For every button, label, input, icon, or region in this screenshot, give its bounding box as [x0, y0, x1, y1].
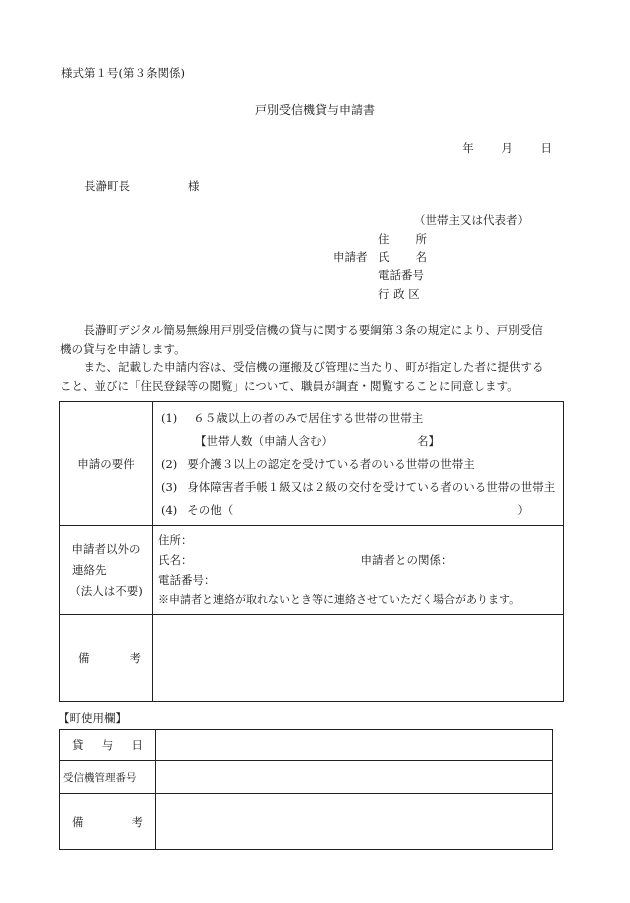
remarks-label: 備 考: [60, 615, 153, 702]
addressee-name: 長瀞町長: [84, 179, 130, 193]
contact-phone[interactable]: 電話番号：: [158, 573, 216, 587]
date-month: 月: [501, 141, 513, 155]
contact-label: 申請者以外の 連絡先 （法人は不要): [60, 526, 153, 615]
applicant-name-label: 氏 名: [378, 250, 427, 264]
loan-date-cell[interactable]: [156, 730, 553, 761]
contact-address[interactable]: 住所：: [158, 533, 193, 547]
receiver-number-label: 受信機管理番号: [60, 761, 156, 794]
applicant-address-label: 住 所: [378, 232, 427, 246]
loan-date-label: 貸 与 日: [60, 730, 156, 761]
town-remarks-label: 備 考: [60, 794, 156, 850]
application-table: [59, 401, 564, 702]
date-day: 日: [540, 141, 552, 155]
requirements-cell: [153, 402, 564, 526]
contact-note: ※申請者と連絡が取れないとき等に連絡させていただく場合があります。: [158, 593, 521, 606]
consent-paragraph: 長瀞町デジタル簡易無線用戸別受信機の貸与に関する要綱第３条の規定により、戸別受信 機の貸与を申請します。 また、記載した申請内容は、受信機の運搬及び管理に当たり、町が指定した者に提供する こと、並びに「住民登録等の閲覧」について、職員が調査・閲覧することに同意します。: [60, 323, 544, 393]
requirements-label: 申請の要件: [60, 402, 153, 526]
town-use-header: 【町使用欄】: [58, 711, 127, 725]
remarks-cell[interactable]: [153, 615, 564, 702]
household-count-line[interactable]: 【世帯人数（申請人含む） 名】: [195, 434, 440, 448]
contact-relation: 申請者との関係：: [360, 553, 453, 567]
addressee-honorific: 様: [188, 179, 200, 193]
requirement-item[interactable]: (3) 身体障害者手帳１級又は２級の交付を受けている者のいる世帯の世帯主: [161, 480, 556, 494]
form-number: 様式第１号(第３条関係): [61, 66, 185, 80]
representative-note: （世帯主又は代表者）: [414, 213, 529, 227]
requirement-item-other[interactable]: (4) その他（ ）: [161, 503, 529, 517]
requirement-item[interactable]: (2) 要介護３以上の認定を受けている者のいる世帯の世帯主: [161, 457, 475, 471]
date-year: 年: [462, 141, 474, 155]
town-remarks-cell[interactable]: [156, 794, 553, 850]
document-title: 戸別受信機貸与申請書: [254, 103, 375, 117]
applicant-phone-label: 電話番号: [378, 268, 424, 282]
contact-name-row[interactable]: 氏名： 申請者との関係：: [158, 550, 563, 570]
applicant-district-label: 行 政 区: [378, 287, 420, 301]
applicant-label: 申請者: [333, 250, 368, 264]
town-use-table: [59, 729, 553, 850]
contact-cell: [153, 526, 564, 615]
date-row: [438, 142, 552, 156]
requirement-item[interactable]: (1) ６５歳以上の者のみで居住する世帯の世帯主: [161, 411, 424, 425]
addressee: [84, 180, 200, 194]
receiver-number-cell[interactable]: [156, 761, 553, 794]
